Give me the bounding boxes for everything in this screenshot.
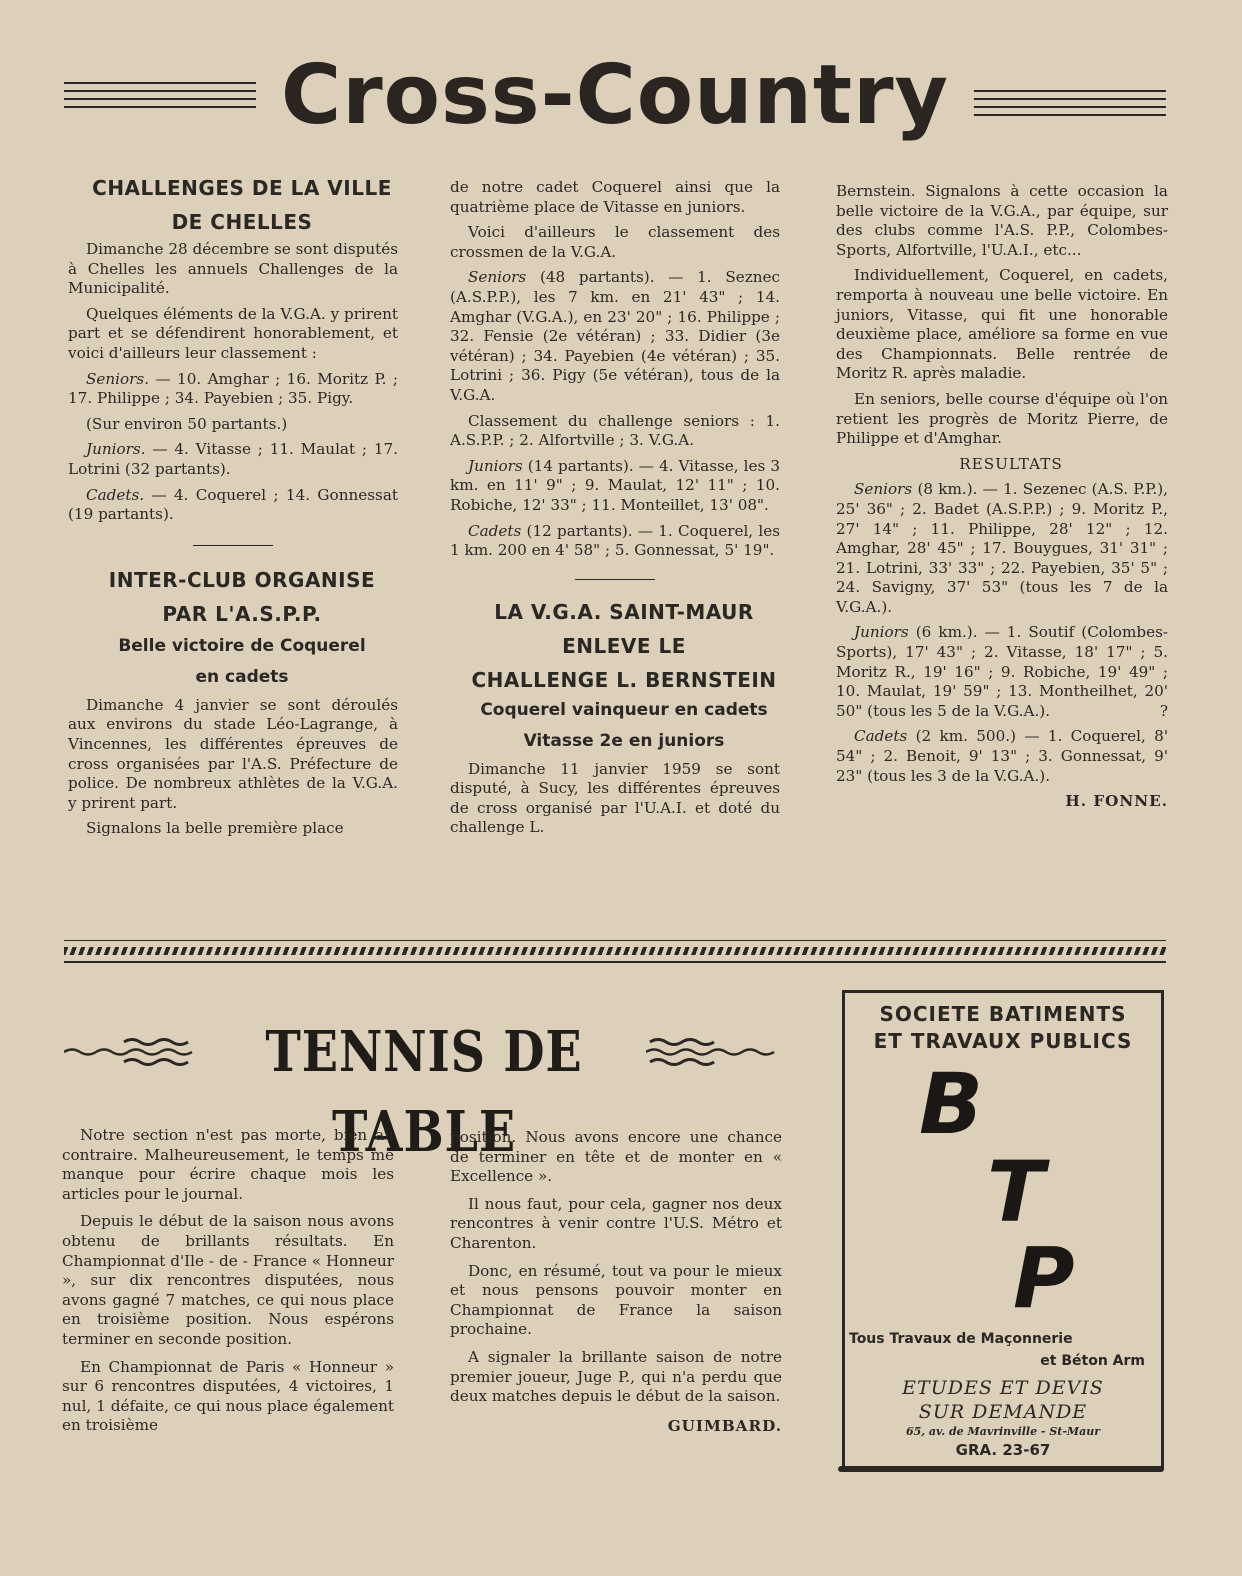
paragraph: de notre cadet Coquerel ainsi que la quatrième place de Vitasse en juniors. [450, 178, 780, 216]
label-juniors: Juniors [854, 623, 909, 642]
ad-bottom-rule [838, 1466, 1164, 1472]
label-cadets: Cadets [854, 727, 908, 746]
paragraph: Signalons la belle première place [86, 819, 344, 838]
ad-letter-t: T [987, 1143, 1045, 1241]
heading-bernstein: CHALLENGE L. BERNSTEIN [471, 667, 777, 692]
subheading-cadets: en cadets [195, 666, 289, 687]
paragraph: position. Nous avons encore une chance de terminer en tête et de monter en « Excellence ». [450, 1128, 782, 1186]
subheading-victoire: Belle victoire de Coquerel [118, 635, 366, 656]
ad-address: 65, av. de Mavrinville - St-Maur [905, 1425, 1101, 1438]
title-rule-left [64, 82, 256, 114]
margin-mark: ? [1159, 701, 1168, 720]
paragraph: Bernstein. Signalons à cette occasion la belle victoire de la V.G.A., par équipe, sur des clubs comme l'A.S. P.P., Colombes-Sports, Alfortville, l'U.A.I., etc... [836, 182, 1168, 259]
paragraph [836, 623, 1168, 721]
paragraph [68, 486, 398, 525]
heading-challenges: CHALLENGES DE LA VILLE [92, 176, 392, 200]
paragraph: Notre section n'est pas morte, bien au contraire. Malheureusement, le temps me manque pour écrire chaque mois les articles pour le journal. [62, 1126, 394, 1203]
label-juniors: Juniors. [86, 440, 146, 459]
ad-sur-demande: SUR DEMANDE [918, 1401, 1088, 1423]
paragraph-text: (14 partants). — 4. Vitasse, les 3 km. en 11' 9" ; 9. Maulat, 12' 11" ; 10. Robiche, 12' 33" ; 11. Monteillet, 13' 08". [450, 456, 780, 514]
cross-column-1 [68, 174, 398, 845]
paragraph-text: (48 partants). — 1. Seznec (A.S.P.P.), les 7 km. en 21' 43" ; 14. Amghar (V.G.A.), en 23' 20" ; 16. Philippe ; 32. Fensie (2e vétéran) ; 33. Didier (3e vétéran) ; 34. Payebien (4e vétéran) ; 35. Lotrini ; 36. Pigy (5e vétéran), tous de la V.G.A. [450, 268, 780, 404]
subheading-vitasse: Vitasse 2e en juniors [523, 730, 725, 751]
paragraph: Dimanche 4 janvier se sont déroulés aux environs du stade Léo-Lagrange, à Vincennes, les différentes épreuves de cross organisées par l'A.S. Préfecture de police. De nombreux athlètes de la V.G.A. y prirent part. [68, 695, 398, 812]
paragraph: Dimanche 28 décembre se sont disputés à Chelles les annuels Challenges de la Municipalité. [68, 240, 398, 298]
label-seniors: Seniors [468, 268, 527, 287]
divider [575, 579, 655, 580]
ad-company-line1: SOCIETE BATIMENTS [879, 1002, 1127, 1026]
paragraph-text: — 4. Coquerel ; 14. Gonnessat (19 partants). [68, 485, 398, 524]
ad-phone: GRA. 23-67 [955, 1441, 1051, 1459]
paragraph [836, 480, 1168, 617]
paragraph [836, 727, 1168, 786]
btp-advertisement [842, 990, 1164, 1470]
label-cadets: Cadets [468, 521, 522, 540]
paragraph-text: (2 km. 500.) — 1. Coquerel, 8' 54" ; 2. Benoit, 9' 13" ; 3. Gonnessat, 9' 23" (tous les 3 de la V.G.A.). [836, 727, 1168, 785]
paragraph [450, 457, 780, 516]
heading-enleve: ENLEVE LE [562, 633, 686, 658]
section-separator [64, 940, 1166, 963]
heading-chelles: DE CHELLES [171, 210, 313, 234]
paragraph: Dimanche 11 janvier 1959 se sont disputé, à Sucy, les différentes épreuves de cross organisé par l'U.A.I. et doté du challenge L. [450, 759, 780, 837]
paragraph [68, 370, 398, 409]
paragraph: En Championnat de Paris « Honneur » sur 6 rencontres disputées, 4 victoires, 1 nul, 1 défaite, ce qui nous place également en troisième [62, 1357, 394, 1435]
heading-vga-saint-maur: LA V.G.A. SAINT-MAUR [494, 599, 754, 624]
tennis-column-2 [450, 1128, 782, 1442]
cross-country-title: Cross-Country [281, 48, 949, 143]
wavy-rule-right [646, 1028, 786, 1078]
paragraph: Voici d'ailleurs le classement des crossmen de la V.G.A. [450, 223, 780, 261]
ad-works-line1: Tous Travaux de Maçonnerie [849, 1331, 1073, 1347]
paragraph: (Sur environ 50 partants.) [86, 414, 288, 433]
label-cadets: Cadets. [86, 485, 145, 504]
paragraph: Quelques éléments de la V.G.A. y prirent part et se défendirent honorablement, et voici d'ailleurs leur classement : [68, 304, 398, 362]
tennis-title: TENNIS DE TABLE [265, 1019, 583, 1165]
ad-company-line2: ET TRAVAUX PUBLICS [873, 1029, 1133, 1053]
ad-etudes: ETUDES ET DEVIS [902, 1377, 1104, 1399]
paragraph-text: (6 km.). — 1. Soutif (Colombes-Sports), 17' 43" ; 2. Vitasse, 18' 17" ; 5. Moritz R., 19' 16" ; 9. Robiche, 19' 49" ; 10. Maulat, 19' 59" ; 13. Montheilhet, 20' 50" (tous les 5 de la V.G.A.). [836, 623, 1168, 720]
label-seniors: Seniors [854, 480, 913, 499]
signature-guimbard: GUIMBARD. [667, 1416, 782, 1435]
wavy-rule-left [64, 1028, 204, 1078]
paragraph: Classement du challenge seniors : 1. A.S.P.P. ; 2. Alfortville ; 3. V.G.A. [450, 411, 780, 450]
paragraph: Donc, en résumé, tout va pour le mieux et nous pensons pouvoir monter en Championnat de France la saison prochaine. [450, 1261, 782, 1339]
paragraph: En seniors, belle course d'équipe où l'on retient les progrès de Moritz Pierre, de Philippe et d'Amghar. [836, 389, 1168, 448]
paragraph-text: (12 partants). — 1. Coquerel, les 1 km. 200 en 4' 58" ; 5. Gonnessat, 5' 19". [450, 521, 780, 560]
paragraph-text: — 10. Amghar ; 16. Moritz P. ; 17. Philippe ; 34. Payebien ; 35. Pigy. [68, 369, 398, 408]
paragraph [68, 440, 398, 479]
paragraph-text: (8 km.). — 1. Sezenec (A.S. P.P.), 25' 36" ; 2. Badet (A.S.P.P.) ; 9. Moritz P., 27' 14" ; 11. Philippe, 28' 12" ; 12. Amghar, 28' 45" ; 17. Bouygues, 31' 31" ; 21. Lotrini, 33' 33" ; 22. Payebien, 35' 5" ; 24. Savigny, 37' 53" (tous les 7 de la V.G.A.). [836, 480, 1168, 616]
heading-aspp: PAR L'A.S.P.P. [162, 601, 322, 626]
paragraph [450, 268, 780, 405]
results-heading: RESULTATS [959, 454, 1063, 473]
paragraph: Il nous faut, pour cela, gagner nos deux rencontres à venir contre l'U.S. Métro et Charenton. [450, 1194, 782, 1252]
paragraph: Individuellement, Coquerel, en cadets, remporta à nouveau une belle victoire. En juniors, Vitasse, qui fit une honorable deuxième place, améliore sa forme en vue des Championnats. Belle rentrée de Moritz R. après maladie. [836, 266, 1168, 383]
divider [193, 545, 273, 546]
paragraph: Depuis le début de la saison nous avons obtenu de brillants résultats. En Championnat d'Ile - de - France « Honneur », sur dix rencontres disputées, nous avons gagné 7 matches, ce qui nous place en troisième position. Nous espérons terminer en seconde position. [62, 1212, 394, 1348]
cross-column-2 [450, 178, 780, 844]
paragraph: A signaler la brillante saison de notre premier joueur, Juge P., qui n'a perdu que deux matches depuis le début de la saison. [450, 1347, 782, 1406]
subheading-coquerel: Coquerel vainqueur en cadets [480, 699, 768, 720]
title-rule-right [974, 90, 1166, 122]
label-juniors: Juniors [468, 456, 523, 475]
tennis-column-1 [62, 1126, 394, 1442]
label-seniors: Seniors. [86, 369, 150, 388]
cross-column-3 [836, 182, 1168, 818]
ad-letter-p: P [1013, 1229, 1075, 1327]
ad-works-line2: et Béton Arm [1040, 1353, 1145, 1369]
paragraph-text: — 4. Vitasse ; 11. Maulat ; 17. Lotrini (32 partants). [68, 440, 398, 478]
paragraph [450, 522, 780, 561]
ad-letter-b: B [919, 1055, 984, 1153]
heading-inter-club: INTER-CLUB ORGANISE [108, 567, 376, 592]
signature-fonne: H. FONNE. [1065, 792, 1168, 811]
